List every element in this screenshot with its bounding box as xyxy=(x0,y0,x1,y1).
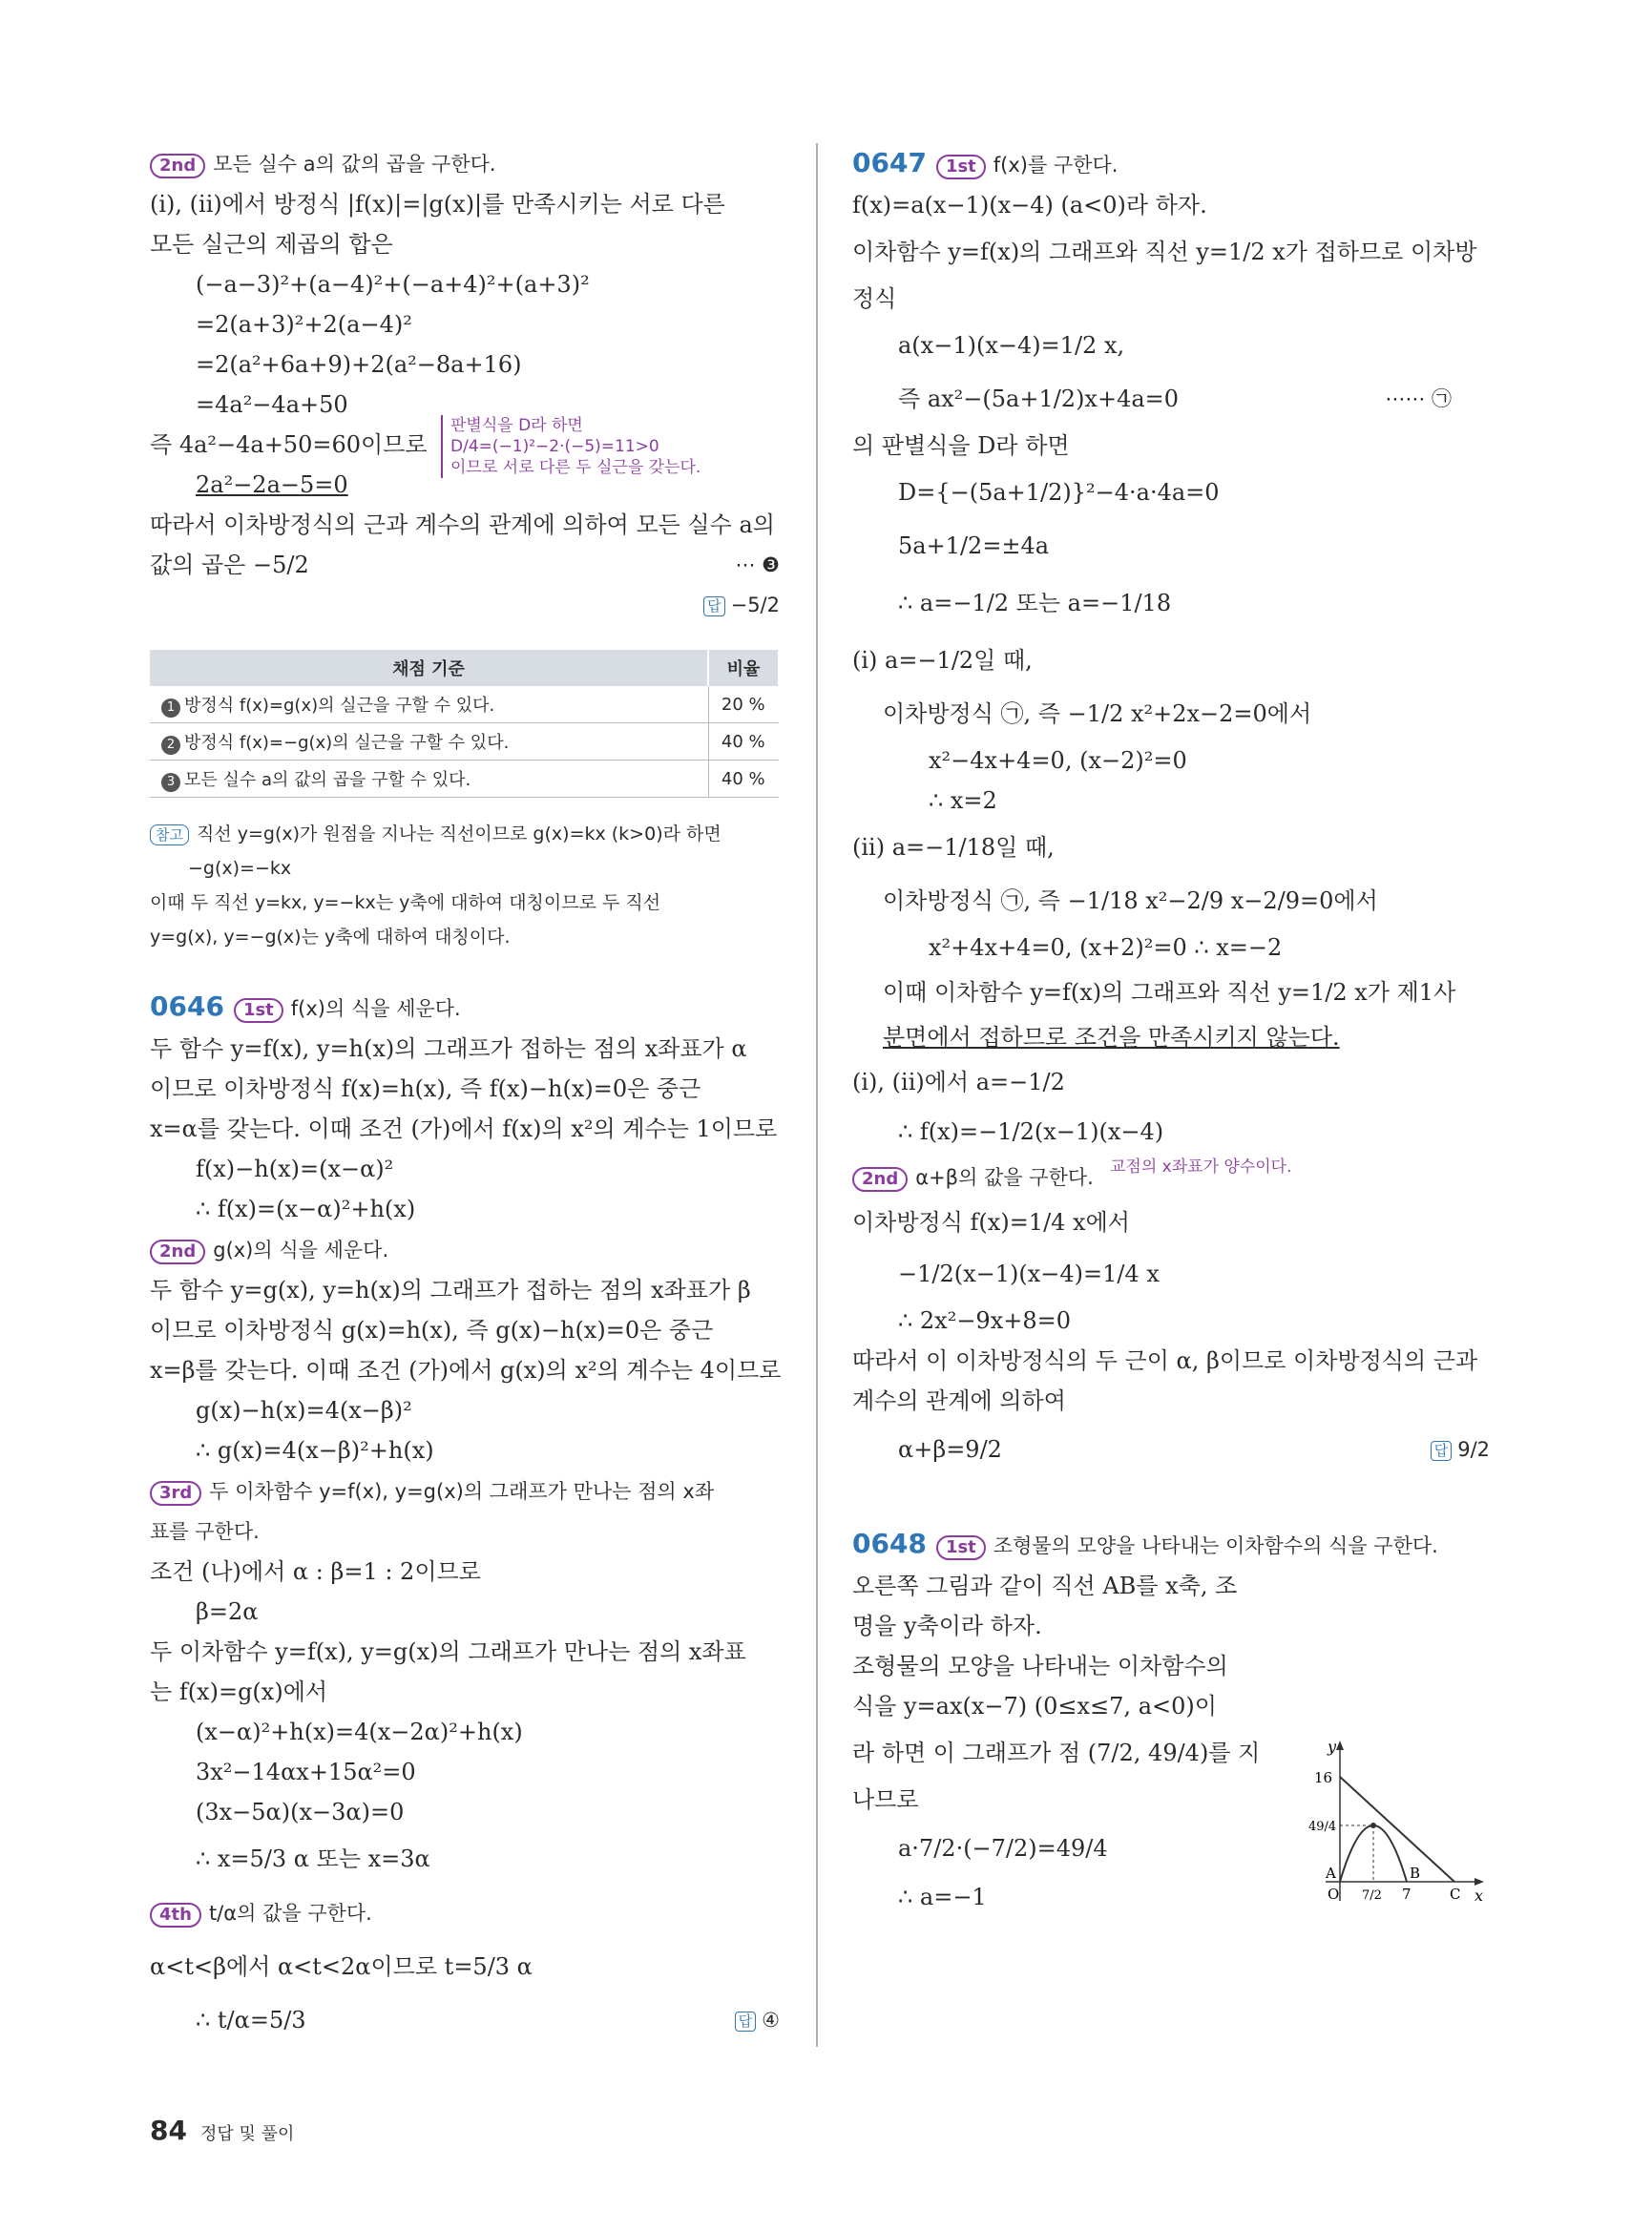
math-line: ∴ f(x)=(x−α)²+h(x) xyxy=(196,1196,416,1222)
table-row xyxy=(150,686,779,723)
tick-label: 7/2 xyxy=(1362,1888,1382,1903)
answer-line xyxy=(150,1993,780,2047)
math-line: x²+4x+4=0, (x+2)²=0 ∴ x=−2 xyxy=(929,934,1283,961)
text-line: 조건 (나)에서 α : β=1 : 2이므로 xyxy=(150,1558,481,1585)
note-line: D/4=(−1)²−2·(−5)=11>0 xyxy=(450,437,659,456)
text-line: 모든 실근의 제곱의 합은 xyxy=(150,231,393,258)
step-title: 모든 실수 a의 값의 곱을 구한다. xyxy=(213,153,496,176)
step-badge: 3rd xyxy=(150,1481,201,1506)
text-line: 즉 4a²−4a+50=60이므로 xyxy=(150,431,428,458)
table-header xyxy=(150,650,779,686)
answer-line xyxy=(150,585,780,638)
math-line: ∴ x=2 xyxy=(929,787,997,814)
math-line: x²−4x+4=0, (x−2)²=0 xyxy=(929,747,1187,774)
answer xyxy=(1431,1421,1490,1478)
x-axis-arrow-icon xyxy=(1474,1878,1484,1886)
table-cell xyxy=(150,761,708,798)
step-badge: 2nd xyxy=(852,1167,908,1192)
step-header xyxy=(150,143,780,184)
tangent-point xyxy=(1370,1823,1376,1828)
text-line: 이차함수 y=f(x)의 그래프와 직선 y=1/2 x가 접하므로 이차방 xyxy=(852,239,1477,265)
step-header xyxy=(150,1229,780,1270)
math-line: ∴ a=−1 xyxy=(898,1884,987,1910)
right-column xyxy=(852,143,1490,1917)
math-line: g(x)−h(x)=4(x−β)² xyxy=(196,1397,412,1424)
math-line: ∴ 2x²−9x+8=0 xyxy=(898,1307,1071,1334)
table-row xyxy=(150,761,779,798)
x-label: x xyxy=(1474,1887,1484,1905)
math-line: ∴ g(x)=4(x−β)²+h(x) xyxy=(196,1437,434,1464)
reference-note xyxy=(150,817,780,954)
step-title: t/α의 값을 구한다. xyxy=(208,1902,372,1925)
step-badge: 4th xyxy=(150,1903,201,1928)
step-header xyxy=(150,1470,780,1512)
step-marker: ⋯ ❸ xyxy=(735,553,780,576)
math-line: ∴ a=−1/2 또는 a=−1/18 xyxy=(898,590,1172,616)
tick-label: 49/4 xyxy=(1308,1820,1337,1834)
math-line: D={−(5a+1/2)}²−4·a·4a=0 xyxy=(898,479,1220,506)
step-badge: 1st xyxy=(234,998,283,1023)
math-line: ∴ x=5/3 α 또는 x=3α xyxy=(196,1845,430,1872)
math-line: 3x²−14αx+15α²=0 xyxy=(196,1759,416,1785)
problem-number: 0648 xyxy=(852,1528,927,1559)
math-line: a·7/2·(−7/2)=49/4 xyxy=(898,1835,1108,1862)
number-circle-icon: 2 xyxy=(161,736,180,755)
text-line: 두 함수 y=g(x), y=h(x)의 그래프가 접하는 점의 x좌표가 β xyxy=(150,1277,751,1303)
step-title: 표를 구한다. xyxy=(150,1520,260,1543)
text-line: 이차방정식 ㉠, 즉 −1/18 x²−2/9 x−2/9=0에서 xyxy=(883,887,1378,914)
problem-header xyxy=(150,987,780,1029)
sculpture-diagram xyxy=(1307,1739,1488,1910)
text-line: x=β를 갖는다. 이때 조건 (가)에서 g(x)의 x²의 계수는 4이므로 xyxy=(150,1357,782,1384)
number-circle-icon: 1 xyxy=(161,698,180,718)
note-line xyxy=(150,817,780,851)
text-line: 명을 y축이라 하자. xyxy=(852,1613,1042,1639)
note-line: y=g(x), y=−g(x)는 y축에 대하여 대칭이다. xyxy=(150,927,511,948)
step-badge: 2nd xyxy=(150,154,205,178)
tick-label: 7 xyxy=(1402,1886,1412,1903)
answer-mark-icon: 답 xyxy=(1431,1441,1453,1461)
table-cell: 40 % xyxy=(708,723,779,761)
answer-mark-icon: 답 xyxy=(735,2012,757,2032)
step-badge: 1st xyxy=(936,155,986,179)
text-line: 계수의 관계에 의하여 xyxy=(852,1387,1066,1414)
text-line: 두 함수 y=f(x), y=h(x)의 그래프가 접하는 점의 x좌표가 α xyxy=(150,1035,747,1062)
step-title: α+β의 값을 구한다. xyxy=(915,1166,1094,1189)
text-line xyxy=(150,545,780,585)
text-line: (i), (ii)에서 a=−1/2 xyxy=(852,1069,1065,1095)
text-line: 조형물의 모양을 나타내는 이차함수의 xyxy=(852,1653,1228,1679)
footer-label: 정답 및 풀이 xyxy=(199,2124,295,2144)
math-line: =4a²−4a+50 xyxy=(196,391,348,418)
math-line: (x−α)²+h(x)=4(x−2α)²+h(x) xyxy=(196,1719,523,1745)
text-line: 분면에서 접하므로 조건을 만족시키지 않는다. xyxy=(883,1024,1340,1051)
reference-tag: 참고 xyxy=(150,824,189,845)
math-line: =2(a²+6a+9)+2(a²−8a+16) xyxy=(196,351,522,378)
left-column xyxy=(150,143,780,2047)
step-title: 두 이차함수 y=f(x), y=g(x)의 그래프가 만나는 점의 x좌 xyxy=(209,1480,715,1503)
math-line: a(x−1)(x−4)=1/2 x, xyxy=(898,332,1125,359)
text-line: 식을 y=ax(x−7) (0≤x≤7, a<0)이 xyxy=(852,1693,1217,1720)
text-line: 이차방정식 f(x)=1/4 x에서 xyxy=(852,1209,1130,1236)
text-line: (i) a=−1/2일 때, xyxy=(852,647,1033,674)
math-line: β=2α xyxy=(196,1598,259,1625)
math-line: (3x−5α)(x−3α)=0 xyxy=(196,1799,405,1825)
text-span: 값의 곱은 −5/2 xyxy=(150,552,309,578)
page-number: 84 xyxy=(150,2115,187,2146)
math-line xyxy=(852,372,1490,426)
table-cell-text: 방정식 f(x)=−g(x)의 실근을 구할 수 있다. xyxy=(184,732,510,753)
table-cell-text: 방정식 f(x)=g(x)의 실근을 구할 수 있다. xyxy=(184,695,495,716)
table-cell: 40 % xyxy=(708,761,779,798)
step-title: 조형물의 모양을 나타내는 이차함수의 식을 구한다. xyxy=(993,1534,1438,1557)
math-line: (−a−3)²+(a−4)²+(−a+4)²+(a+3)² xyxy=(196,271,590,298)
origin-label: O xyxy=(1328,1886,1340,1903)
side-note xyxy=(441,415,701,478)
note-line: −g(x)=−kx xyxy=(188,858,292,879)
text-line: 라 하면 이 그래프가 점 (7/2, 49/4)를 지 xyxy=(852,1740,1261,1766)
note-line: 이므로 서로 다른 두 실근을 갖는다. xyxy=(450,458,701,477)
text-line: x=α를 갖는다. 이때 조건 (가)에서 f(x)의 x²의 계수는 1이므로 xyxy=(150,1116,778,1142)
math-line: =2(a+3)²+2(a−4)² xyxy=(196,311,412,338)
tick-label: 16 xyxy=(1314,1769,1333,1786)
text-line: 이차방정식 ㉠, 즉 −1/2 x²+2x−2=0에서 xyxy=(883,700,1312,727)
step-title: g(x)의 식을 세운다. xyxy=(213,1239,389,1261)
answer-value: ④ xyxy=(762,2009,780,2032)
equation-marker: ⋯⋯ ㉠ xyxy=(1385,387,1452,410)
y-axis-arrow-icon xyxy=(1336,1741,1344,1750)
y-label: y xyxy=(1328,1739,1337,1756)
point-label: A xyxy=(1326,1865,1336,1882)
text-line: 의 판별식을 D라 하면 xyxy=(852,432,1070,459)
text-line: f(x)=a(x−1)(x−4) (a<0)라 하자. xyxy=(852,192,1207,219)
page-footer xyxy=(150,2115,294,2146)
text-line: (ii) a=−1/18일 때, xyxy=(852,834,1055,861)
table-row xyxy=(150,723,779,761)
text-line: 정식 xyxy=(852,285,897,312)
table-cell xyxy=(150,723,708,761)
grading-table xyxy=(150,650,780,798)
table-header-cell: 비율 xyxy=(708,650,779,686)
table-cell: 20 % xyxy=(708,686,779,723)
problem-header xyxy=(852,143,1490,185)
math-span: 즉 ax²−(5a+1/2)x+4a=0 xyxy=(898,386,1180,412)
math-span: α+β=9/2 xyxy=(898,1436,1002,1463)
number-circle-icon: 3 xyxy=(161,773,180,792)
answer-value: −5/2 xyxy=(730,594,780,616)
math-span: ∴ t/α=5/3 xyxy=(196,2007,306,2033)
step-badge: 1st xyxy=(936,1535,986,1560)
answer xyxy=(735,1993,780,2047)
text-line: 따라서 이 이차방정식의 두 근이 α, β이므로 이차방정식의 근과 xyxy=(852,1347,1478,1374)
text-line: 오른쪽 그림과 같이 직선 AB를 x축, 조 xyxy=(852,1573,1238,1599)
note-line: 판별식을 D라 하면 xyxy=(450,416,583,435)
line-segment xyxy=(1340,1777,1454,1882)
math-line: −1/2(x−1)(x−4)=1/4 x xyxy=(898,1261,1160,1287)
text-line: 이때 이차함수 y=f(x)의 그래프와 직선 y=1/2 x가 제1사 xyxy=(883,979,1456,1006)
table-cell xyxy=(150,686,708,723)
point-label: C xyxy=(1450,1886,1461,1903)
text-line: 따라서 이차방정식의 근과 계수의 관계에 의하여 모든 실수 a의 xyxy=(150,511,775,538)
side-note: 교점의 x좌표가 양수이다. xyxy=(1110,1157,1292,1177)
step-badge: 2nd xyxy=(150,1240,205,1264)
problem-number: 0646 xyxy=(150,990,224,1022)
note-line: 이때 두 직선 y=kx, y=−kx는 y축에 대하여 대칭이므로 두 직선 xyxy=(150,892,661,913)
text-line: (i), (ii)에서 방정식 |f(x)|=|g(x)|를 만족시키는 서로 다른 xyxy=(150,191,725,218)
step-title: f(x)의 식을 세운다. xyxy=(290,997,461,1020)
text-line: α<t<β에서 α<t<2α이므로 t=5/3 α xyxy=(150,1953,533,1980)
step-header xyxy=(150,1886,780,1940)
point-label: B xyxy=(1410,1865,1421,1882)
text-line: 두 이차함수 y=f(x), y=g(x)의 그래프가 만나는 점의 x좌표 xyxy=(150,1638,746,1665)
table-header-cell: 채점 기준 xyxy=(150,650,708,686)
math-line: f(x)−h(x)=(x−α)² xyxy=(196,1156,394,1182)
math-line: 5a+1/2=±4a xyxy=(898,532,1050,559)
text-line: 이므로 이차방정식 g(x)=h(x), 즉 g(x)−h(x)=0은 중근 xyxy=(150,1317,714,1344)
text-line: 나므로 xyxy=(852,1786,919,1813)
math-line: ∴ f(x)=−1/2(x−1)(x−4) xyxy=(898,1118,1164,1145)
problem-header xyxy=(852,1524,1490,1566)
problem-number: 0647 xyxy=(852,147,927,178)
step-header xyxy=(852,1157,1490,1198)
step-title: f(x)를 구한다. xyxy=(993,154,1119,177)
text-line: 는 f(x)=g(x)에서 xyxy=(150,1678,328,1705)
table-cell-text: 모든 실수 a의 값의 곱을 구할 수 있다. xyxy=(184,769,471,790)
text-line: 이므로 이차방정식 f(x)=h(x), 즉 f(x)−h(x)=0은 중근 xyxy=(150,1075,701,1102)
answer xyxy=(703,585,780,625)
math-line: 2a²−2a−5=0 xyxy=(196,471,348,498)
answer-value: 9/2 xyxy=(1457,1438,1490,1461)
note-text: 직선 y=g(x)가 원점을 지나는 직선이므로 g(x)=kx (k>0)라 하면 xyxy=(196,824,721,844)
answer-line xyxy=(852,1421,1490,1478)
answer-mark-icon: 답 xyxy=(703,596,725,616)
column-divider xyxy=(816,143,818,2047)
